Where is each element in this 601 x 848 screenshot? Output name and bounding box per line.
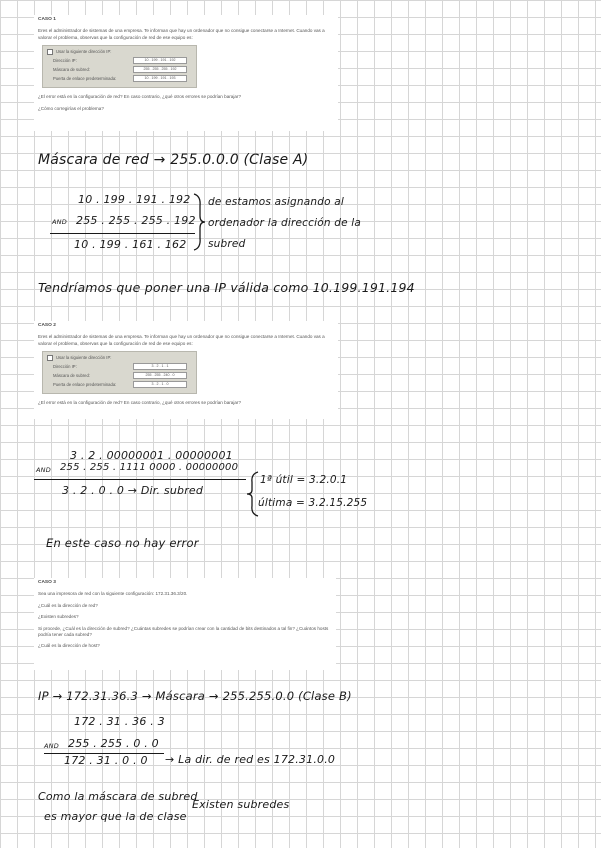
- checkbox-icon: [47, 355, 53, 361]
- checkbox-icon: [47, 49, 53, 55]
- caso1-network-config: [42, 45, 197, 88]
- caso2-gateway-row: Puerta de enlace predeterminada: 3 . 2 . 1 . 0: [53, 381, 192, 388]
- caso3-question-4: ¿Cuál es la dirección de host?: [38, 643, 100, 649]
- notes3-result-note: → La dir. de red es 172.31.0.0: [165, 753, 336, 766]
- caso1-question-2: ¿Cómo corregirías el problema?: [38, 105, 104, 111]
- caso3-question-1: ¿Cuál es la dirección de red?: [38, 602, 98, 608]
- notes2-last-usable: última = 3.2.15.255: [258, 497, 368, 509]
- caso1-gateway-row: Puerta de enlace predeterminada: 10 . 199 . 191 . 193: [53, 75, 192, 82]
- notes3-subnet-note-1: Como la máscara de subred: [38, 790, 198, 803]
- notes1-rule: [50, 233, 195, 234]
- notes2-op-and: AND: [36, 466, 51, 474]
- notes3-op-line2: 255 . 255 . 0 . 0: [68, 737, 159, 750]
- notes3-op-result: 172 . 31 . 0 . 0: [64, 754, 148, 767]
- caso2-title: CASO 2: [38, 323, 56, 328]
- caso1-ip-checkbox: Usar la siguiente dirección IP:: [47, 49, 192, 55]
- caso1-mask-row: Máscara de subred: 255 . 255 . 255 . 192: [53, 66, 192, 73]
- caso2-ip-row: Dirección IP: 3 . 2 . 1 . 1: [53, 363, 192, 370]
- caso1-title: CASO 1: [38, 17, 56, 22]
- caso3-title: CASO 3: [38, 580, 56, 585]
- caso3-question-2: ¿Existen subredes?: [38, 614, 79, 620]
- notes2-op-line1: 3 . 2 . 00000001 . 00000001: [70, 449, 233, 462]
- caso2-network-config: [42, 351, 197, 394]
- caso2-question-1: ¿El error está en la configuración de red? En caso contrario, ¿qué otros errores se podrían barajar?: [38, 400, 241, 406]
- notes1-mask: Máscara de red → 255.0.0.0 (Clase A): [38, 152, 309, 168]
- notes1-side-note: de estamos asignando al ordenador la dirección de la subred: [208, 196, 362, 250]
- notes2-first-usable: 1ª útil = 3.2.0.1: [260, 474, 348, 486]
- notes3-subnet-note-2: es mayor que la de clase: [44, 810, 187, 823]
- caso1-ip-row: Dirección IP: 10 . 199 . 191 . 192: [53, 57, 192, 64]
- caso3-intro: Sea una impresora de red con la siguiente configuración: 172.31.36.3/20.: [38, 591, 188, 597]
- caso2-intro: Eres el administrador de sistemas de una empresa. Te informan que hay un ordenador que no consigue conectarse a Internet. Cuando vas a valorar el problema, observas que la configuración de red de ese equipo es:: [38, 334, 325, 346]
- notes2-brace: [246, 470, 260, 518]
- notes3-subnet-result: Existen subredes: [192, 798, 290, 811]
- notes2-rule: [34, 479, 246, 480]
- caso3-question-3: Si procede, ¿Cuál es la dirección de subred? ¿Cuántas subredes se podrían crear con la cantidad de bits destinados a tal fin? ¿Cuántos hosts podría tener cada subred?: [38, 625, 329, 638]
- caso3-card: [34, 578, 336, 670]
- caso2-ip-checkbox: Usar la siguiente dirección IP:: [47, 355, 192, 361]
- caso1-card: [34, 15, 338, 131]
- notes1-op-result: 10 . 199 . 161 . 162: [74, 238, 187, 251]
- notes1-op-and: AND: [52, 218, 67, 226]
- notes3-op-and: AND: [44, 742, 59, 750]
- notes1-op-line2: 255 . 255 . 255 . 192: [76, 214, 196, 227]
- notes3-op-line1: 172 . 31 . 36 . 3: [74, 715, 165, 728]
- caso1-intro: Eres el administrador de sistemas de una empresa. Te informan que hay un ordenador que no consigue conectarse a Internet. Cuando vas a valorar el problema, observas que la configuración de red de ese equipo es:: [38, 28, 325, 40]
- notes2-op-result: 3 . 2 . 0 . 0 → Dir. subred: [62, 484, 204, 497]
- caso1-question-1: ¿El error está en la configuración de red? En caso contrario, ¿qué otros errores se podrían barajar?: [38, 94, 241, 100]
- caso2-card: [34, 321, 338, 419]
- notes2-op-line2: 255 . 255 . 1111 0000 . 00000000: [60, 462, 239, 473]
- notes3-ip-line: IP → 172.31.36.3 → Máscara → 255.255.0.0 (Clase B): [38, 689, 352, 703]
- notes2-conclusion: En este caso no hay error: [46, 536, 199, 550]
- notes1-brace: [192, 192, 206, 252]
- notes1-conclusion: Tendríamos que poner una IP válida como 10.199.191.194: [38, 280, 415, 295]
- caso2-mask-row: Máscara de subred: 255 . 255 . 240 . 0: [53, 372, 192, 379]
- notes1-op-line1: 10 . 199 . 191 . 192: [78, 193, 191, 206]
